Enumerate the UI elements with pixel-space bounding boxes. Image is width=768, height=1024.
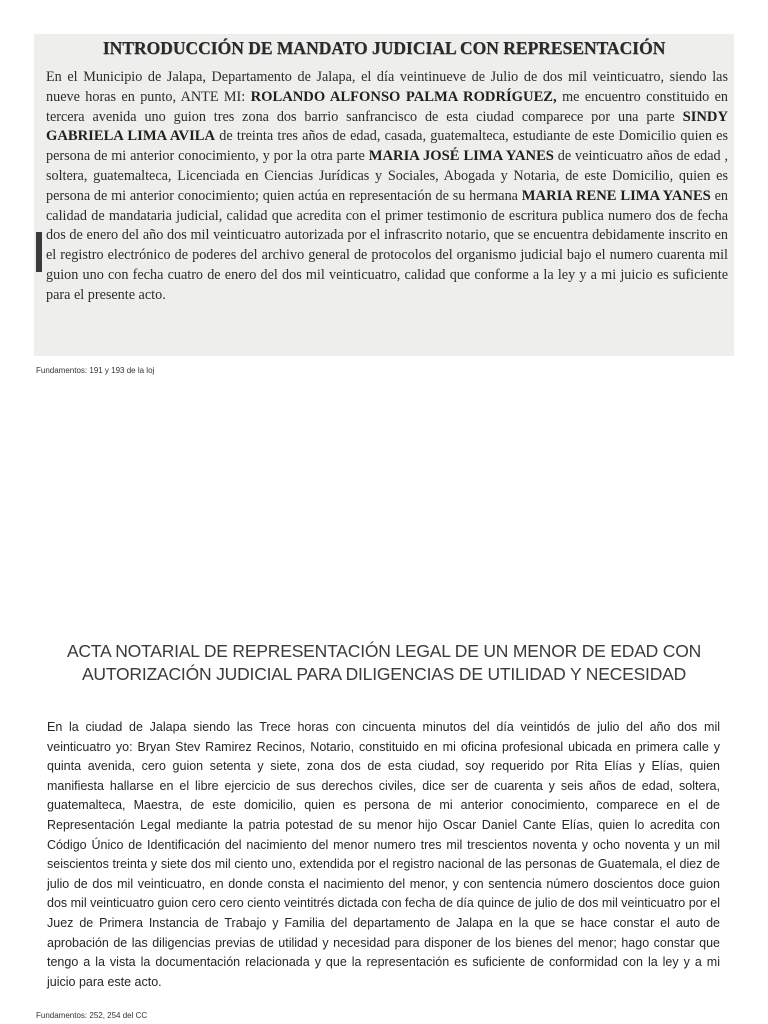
- doc1-party-3: MARIA RENE LIMA YANES: [521, 187, 711, 204]
- doc1-text-3: de treinta tres años de edad, casada, guatemalteca, estudiante de este Domicilio quien es persona de mi anterior conocimiento, y por la otra parte: [46, 128, 729, 165]
- doc1-notary-name: ROLANDO ALFONSO PALMA RODRÍGUEZ,: [250, 88, 557, 105]
- doc1-party-2: MARIA JOSÉ LIMA YANES: [368, 148, 554, 165]
- doc1-body: [46, 68, 728, 306]
- doc2-fundamentos: Fundamentos: 252, 254 del CC: [36, 1011, 148, 1020]
- doc1-text-4: de veinticuatro años de edad , soltera, guatemalteca, Licenciada en Ciencias Jurídicas y Sociales, Abogada y Notaria, de este Domicilio, quien es persona de mi anterior conocimiento; quien actúa en representación de su hermana: [46, 148, 729, 204]
- doc2-body: En la ciudad de Jalapa siendo las Trece horas con cincuenta minutos del día veintidós de julio del año dos mil veinticuatro yo: Bryan Stev Ramirez Recinos, Notario, constituido en mi oficina profesional ubicada en primera calle y quinta avenida, cero guion setenta y siete, zona dos de esta ciudad, soy requerido por Rita Elías y Elías, quien manifiesta hallarse en el libre ejercicio de sus derechos civiles, dice ser de cuarenta y seis años de edad, soltera, guatemalteca, Maestra, de este domicilio, quien es persona de mi anterior conocimiento, comparece en el de Representación Legal mediante la patria potestad de su menor hijo Oscar Daniel Cante Elías, quien lo acredita con Código Único de Identificación del nacimiento del menor numero tres mil trescientos noventa y ocho noventa y un mil seiscientos treinta y siete dos mil ciento uno, extendida por el registro nacional de las personas de Guatemala, el diez de julio de dos mil veinticuatro, en donde consta el nacimiento del menor, y con sentencia número doscientos doce guion dos mil veinticuatro guion cero cero ciento veintitrés dictada con fecha de día quince de julio de dos mil veinticuatro por el Juez de Primera Instancia de Trabajo y Familia del departamento de Jalapa en la que se hace constar el auto de aprobación de las diligencias previas de utilidad y necesidad para disponer de los bienes del menor; hago constar que tengo a la vista la documentación relacionada y que la representación es suficiente de conformidad con la ley y a mi juicio para este acto.: [47, 720, 720, 989]
- doc1-fundamentos: Fundamentos: 191 y 193 de la loj: [36, 366, 155, 375]
- doc1-text-5: en calidad de mandataria judicial, calidad que acredita con el primer testimonio de escritura publica numero dos de fecha dos de enero del año dos mil veinticuatro autorizada por el infrascrito notario, que se encuentra debidamente inscrito en el registro electrónico de poderes del archivo general de protocolos del organismo judicial bajo el numero cuarenta mil guion uno con fecha cuatro de enero del dos mil veinticuatro, calidad que conforme a la ley y a mi juicio es suficiente para el presente acto.: [46, 187, 728, 303]
- scan-edge-mark: [36, 232, 42, 272]
- doc2-title: ACTA NOTARIAL DE REPRESENTACIÓN LEGAL DE UN MENOR DE EDAD CON AUTORIZACIÓN JUDICIAL PARA DILIGENCIAS DE UTILIDAD Y NECESIDAD: [66, 641, 702, 684]
- doc1-title: INTRODUCCIÓN DE MANDATO JUDICIAL CON REPRESENTACIÓN: [102, 38, 666, 58]
- doc1-text-1: En el Municipio de Jalapa, Departamento de Jalapa, el día veintinueve de Julio de dos mil veinticuatro, siendo las nueve horas en punto, ANTE MI:: [46, 69, 728, 105]
- doc1-party-1: SINDY GABRIELA LIMA AVILA: [46, 108, 728, 145]
- doc1-text-2: me encuentro constituido en tercera avenida uno guion tres zona dos barrio sanfrancisco de esta ciudad comparece por una parte: [46, 88, 728, 125]
- scanned-document-image: [34, 34, 734, 356]
